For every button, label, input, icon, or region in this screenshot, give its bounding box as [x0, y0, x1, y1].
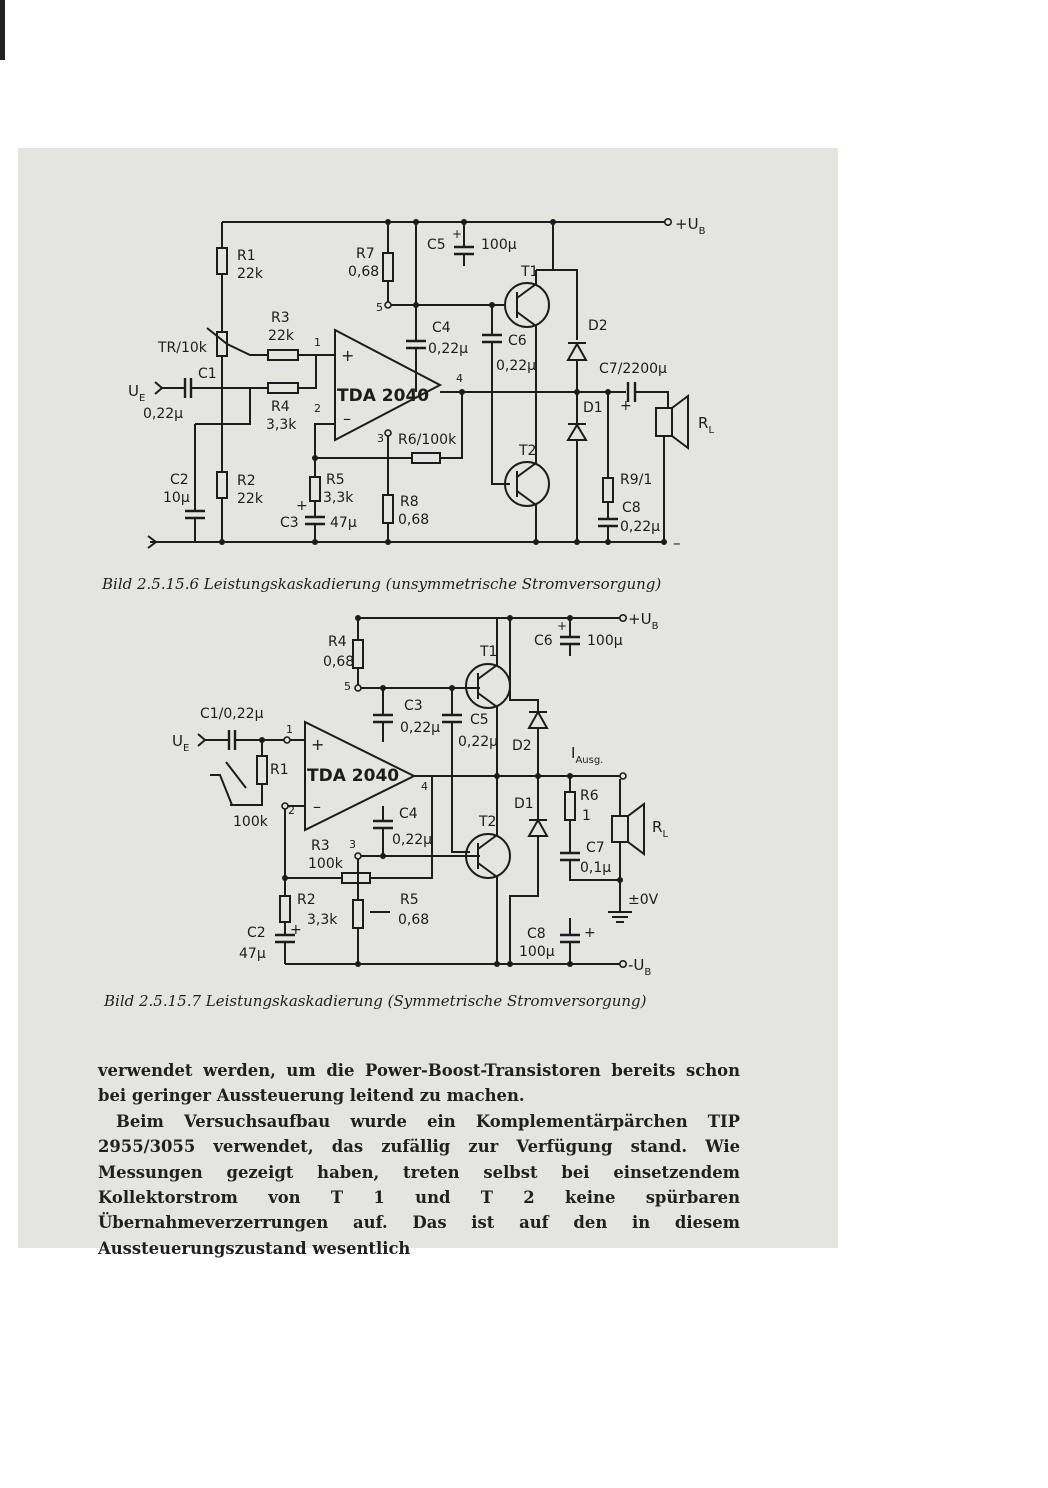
svg-text:0,22µ: 0,22µ [143, 406, 184, 422]
svg-text:0,68: 0,68 [323, 654, 355, 670]
svg-text:5: 5 [376, 301, 383, 314]
svg-text:100µ: 100µ [587, 633, 623, 649]
svg-text:2: 2 [314, 402, 321, 415]
paragraph-2: Beim Versuchsaufbau wurde ein Komplementärpärchen TIP 2955/3055 verwendet, das zufällig zur Verfügung stand. Wie Messungen gezeigt haben, treten selbst bei einsetzendem Kollektorstrom von T 1 und T 2 keine spürbaren Übernahmeverzerrungen auf. Das ist auf den in diesem Aussteuerungszustand wesentlich [98, 1111, 740, 1258]
svg-text:R3: R3 [271, 310, 290, 326]
svg-text:0,68: 0,68 [398, 912, 430, 928]
svg-text:C8: C8 [527, 926, 546, 942]
svg-text:–: – [343, 409, 351, 428]
svg-text:4: 4 [456, 372, 463, 385]
fig1-supply-positive: $+U_B$ [675, 215, 706, 237]
svg-text:C4: C4 [399, 806, 418, 822]
svg-text:R1: R1 [237, 248, 256, 264]
svg-text:TR/10k: TR/10k [158, 340, 207, 356]
svg-text:22k: 22k [237, 266, 263, 282]
svg-text:D1: D1 [514, 796, 534, 812]
svg-text:22k: 22k [237, 491, 263, 507]
svg-text:3,3k: 3,3k [323, 490, 354, 506]
svg-text:5: 5 [344, 680, 351, 693]
svg-text:C3: C3 [404, 698, 423, 714]
svg-text:0,22µ: 0,22µ [620, 519, 661, 535]
svg-text:C6: C6 [508, 333, 527, 349]
svg-text:C7/2200µ: C7/2200µ [599, 361, 667, 377]
svg-text:R8: R8 [400, 494, 419, 510]
svg-text:T2: T2 [479, 814, 497, 830]
svg-text:R6/100k: R6/100k [398, 432, 457, 448]
figure1-schematic [128, 215, 714, 552]
figure2-schematic [172, 610, 668, 978]
svg-text:R5: R5 [326, 472, 345, 488]
svg-text:0,1µ: 0,1µ [580, 860, 612, 876]
svg-text:100µ: 100µ [481, 237, 517, 253]
svg-text:C5: C5 [470, 712, 489, 728]
fig1-input-label: $U_E$ [128, 382, 146, 404]
fig2-ic-label: TDA 2040 [307, 766, 400, 786]
svg-text:C5: C5 [427, 237, 446, 253]
svg-text:R7: R7 [356, 246, 375, 262]
svg-text:R6: R6 [580, 788, 599, 804]
svg-text:+: + [341, 346, 355, 365]
figure1-caption: Bild 2.5.15.6 Leistungskaskadierung (unsymmetrische Stromversorgung) [102, 575, 662, 593]
svg-text:0,22µ: 0,22µ [496, 358, 537, 374]
svg-text:1: 1 [582, 808, 591, 824]
svg-text:R2: R2 [297, 892, 316, 908]
svg-text:2: 2 [288, 804, 295, 817]
svg-text:C1: C1 [198, 366, 217, 382]
svg-text:100k: 100k [308, 856, 343, 872]
fig2-input-label: $U_E$ [172, 732, 190, 754]
svg-text:R3: R3 [311, 838, 330, 854]
svg-text:C2: C2 [247, 925, 266, 941]
fig2-ground-label: ±0V [628, 892, 659, 908]
svg-text:D1: D1 [583, 400, 603, 416]
fig2-load-label: $R_L$ [652, 818, 669, 840]
svg-text:R1: R1 [270, 762, 289, 778]
svg-text:T2: T2 [519, 443, 537, 459]
svg-text:R4: R4 [328, 634, 347, 650]
svg-text:R5: R5 [400, 892, 419, 908]
svg-text:R4: R4 [271, 399, 290, 415]
svg-text:D2: D2 [512, 738, 532, 754]
fig2-output-current: $I_{Ausg.}$ [571, 744, 604, 766]
svg-text:0,22µ: 0,22µ [428, 341, 469, 357]
svg-text:+: + [584, 925, 596, 941]
svg-text:3: 3 [349, 838, 356, 851]
svg-text:1: 1 [286, 723, 293, 736]
svg-text:10µ: 10µ [163, 490, 190, 506]
svg-text:0,68: 0,68 [348, 264, 380, 280]
fig1-ic-label: TDA 2040 [337, 386, 430, 406]
fig2-supply-positive: $+U_B$ [628, 610, 659, 632]
svg-text:D2: D2 [588, 318, 608, 334]
svg-text:0,22µ: 0,22µ [458, 734, 499, 750]
svg-text:+: + [290, 922, 302, 938]
svg-text:3: 3 [377, 432, 384, 445]
svg-text:–: – [313, 797, 321, 816]
svg-text:C4: C4 [432, 320, 451, 336]
fig1-load-label: $R_L$ [698, 414, 715, 436]
svg-text:C3: C3 [280, 515, 299, 531]
svg-text:47µ: 47µ [239, 946, 266, 962]
svg-text:C8: C8 [622, 500, 641, 516]
svg-text:R2: R2 [237, 473, 256, 489]
svg-text:+: + [557, 619, 568, 633]
svg-text:22k: 22k [268, 328, 294, 344]
svg-text:1: 1 [314, 336, 321, 349]
svg-text:3,3k: 3,3k [266, 417, 297, 433]
svg-text:C7: C7 [586, 840, 605, 856]
svg-text:+: + [620, 398, 632, 414]
fig1-supply-negative: – [673, 534, 681, 552]
fig2-supply-negative: $-U_B$ [628, 956, 652, 978]
svg-text:3,3k: 3,3k [307, 912, 338, 928]
svg-text:0,68: 0,68 [398, 512, 430, 528]
svg-text:C2: C2 [170, 472, 189, 488]
svg-text:100k: 100k [233, 814, 268, 830]
svg-text:100µ: 100µ [519, 944, 555, 960]
svg-text:T1: T1 [521, 264, 539, 280]
svg-text:4: 4 [421, 780, 428, 793]
svg-text:R9/1: R9/1 [620, 472, 653, 488]
svg-text:0,22µ: 0,22µ [400, 720, 441, 736]
svg-text:47µ: 47µ [330, 515, 357, 531]
svg-text:0,22µ: 0,22µ [392, 832, 433, 848]
paragraph-1: verwendet werden, um die Power-Boost-Transistoren bereits schon bei geringer Aussteuerung leitend zu machen. [98, 1061, 740, 1106]
svg-text:T1: T1 [480, 644, 498, 660]
figure2-caption: Bild 2.5.15.7 Leistungskaskadierung (Symmetrische Stromversorgung) [104, 992, 647, 1010]
svg-text:C6: C6 [534, 633, 553, 649]
svg-text:C1/0,22µ: C1/0,22µ [200, 706, 264, 722]
svg-text:+: + [452, 227, 463, 241]
body-text [98, 1058, 740, 1261]
svg-text:+: + [311, 735, 325, 754]
svg-text:+: + [296, 498, 308, 514]
